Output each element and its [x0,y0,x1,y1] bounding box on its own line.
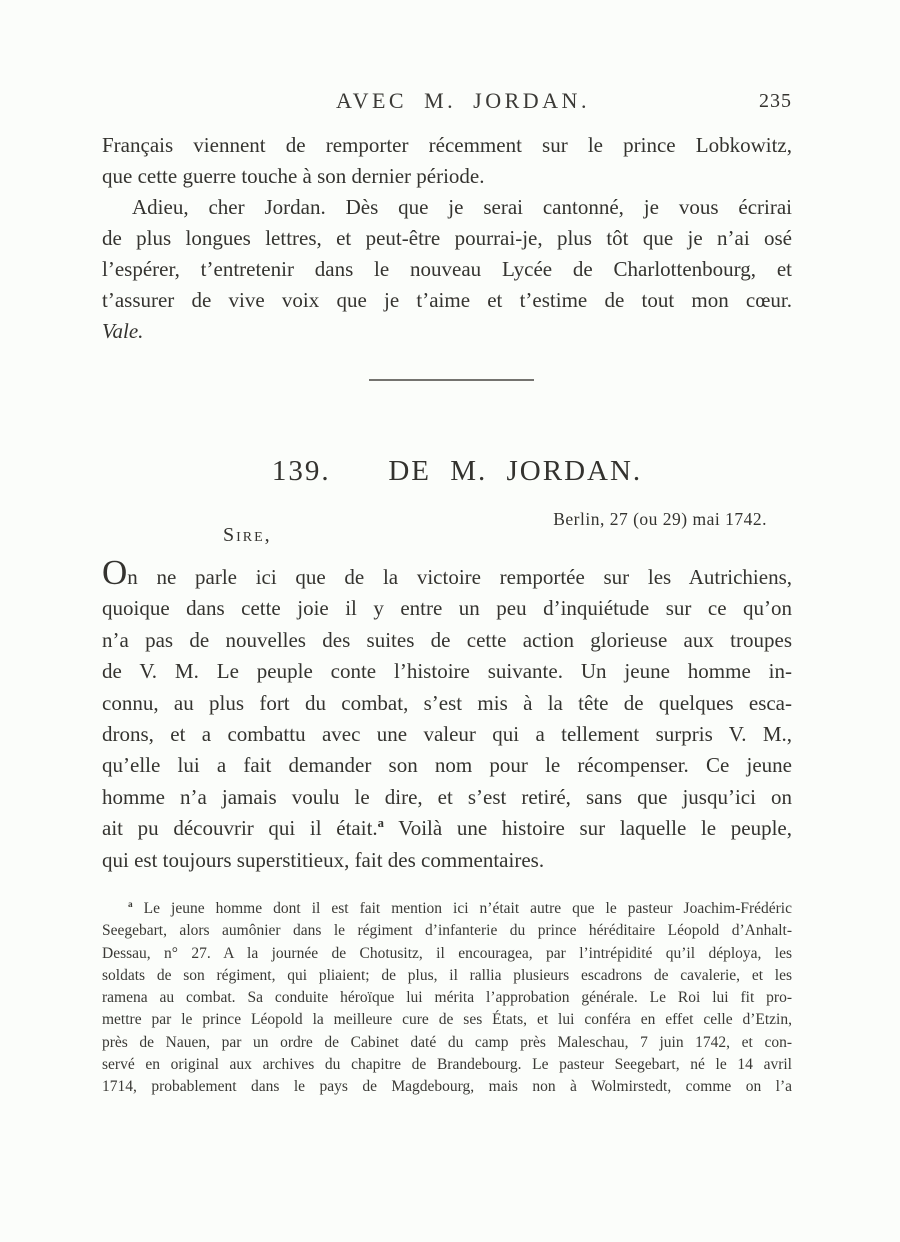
text-line: de V. M. Le peuple conte l’histoire suivante. Un jeune homme in- [102,659,792,684]
footnote-block [102,898,792,1099]
text-line: $^a$ Le jeune homme dont il est fait mention ici n’était autre que le pasteur Joachim-Frédéric [128,899,792,917]
text-line: mettre par le prince Léopold la meilleure cure de ses États, et lui conféra en effet celle d’Etzin, [102,1011,792,1029]
section-divider-rule [369,379,534,381]
text-line: Dessau, n° 27. A la journée de Chotusitz, il encouragea, par l’intrépidité qu’il déploya, les [102,944,792,962]
text-line: Adieu, cher Jordan. Dès que je serai cantonné, je vous écrirai [132,195,792,219]
text-line: 1714, probablement dans le pays de Magdebourg, mais non à Wolmirstedt, comme on l’a [102,1078,792,1096]
text-line: n’a pas de nouvelles des suites de cette action glorieuse aux troupes [102,627,792,652]
text-line: Vale. [102,319,144,343]
text-line: de plus longues lettres, et peut-être pourrai-je, plus tôt que je n’ai osé [102,226,792,250]
text-line: ait pu découvrir qui il était.$^a$ Voilà une histoire sur laquelle le peuple, [102,816,792,841]
text-line: que cette guerre touche à son dernier période. [102,164,485,188]
running-header [102,88,792,118]
letter-salutation: Sire, [223,524,272,546]
text-line: servé en original aux archives du chapitre de Brandebourg. Le pasteur Seegebart, né le 14 avril [102,1056,792,1074]
text-line: homme n’a jamais voulu le dire, et s’est retiré, sans que jusqu’ici on [102,784,792,809]
text-line: Seegebart, alors aumônier dans le régiment d’infanterie du prince héréditaire Léopold d’Anhalt- [102,922,792,940]
page-number: 235 [759,90,792,112]
text-line: t’assurer de vive voix que je t’aime et t’estime de tout mon cœur. [102,288,792,312]
paragraph-continuation [102,130,792,192]
text-line: l’espérer, t’entretenir dans le nouveau Lycée de Charlottenbourg, et [102,257,792,281]
letter-dateline: Berlin, 27 (ou 29) mai 1742. [553,509,767,529]
running-header-title: AVEC M. JORDAN. [336,88,590,113]
text-line: près de Nauen, par un ordre de Cabinet daté du camp près Maleschau, 7 juin 1742, et con- [102,1033,792,1051]
text-line: Français viennent de remporter récemment sur le prince Lobkowitz, [102,133,792,157]
text-line: On ne parle ici que de la victoire remportée sur les Autrichiens, [102,553,792,592]
text-line: ramena au combat. Sa conduite héroïque lui mérita l’approbation générale. Le Roi lui fit pro- [102,989,792,1007]
text-line: connu, au plus fort du combat, s’est mis à la tête de quelques esca- [102,690,792,715]
text-line: quoique dans cette joie il y entre un peu d’inquiétude sur ce qu’on [102,596,792,621]
text-line: qui est toujours superstitieux, fait des commentaires. [102,847,545,872]
footnote-marker: a [377,816,384,831]
paragraph-farewell [102,192,792,347]
text-line: qu’elle lui a fait demander son nom pour le récompenser. Ce jeune [102,753,792,778]
letter-body [102,553,792,876]
text-line: soldats de son régiment, qui pliaient; de plus, il rallia plusieurs escadrons de cavalerie, et les [102,966,792,984]
letter-heading: 139. DE M. JORDAN. [271,455,643,487]
footnote-marker: a [128,899,133,910]
text-line: drons, et a combattu avec une valeur qui a tellement surpris V. M., [102,722,792,747]
